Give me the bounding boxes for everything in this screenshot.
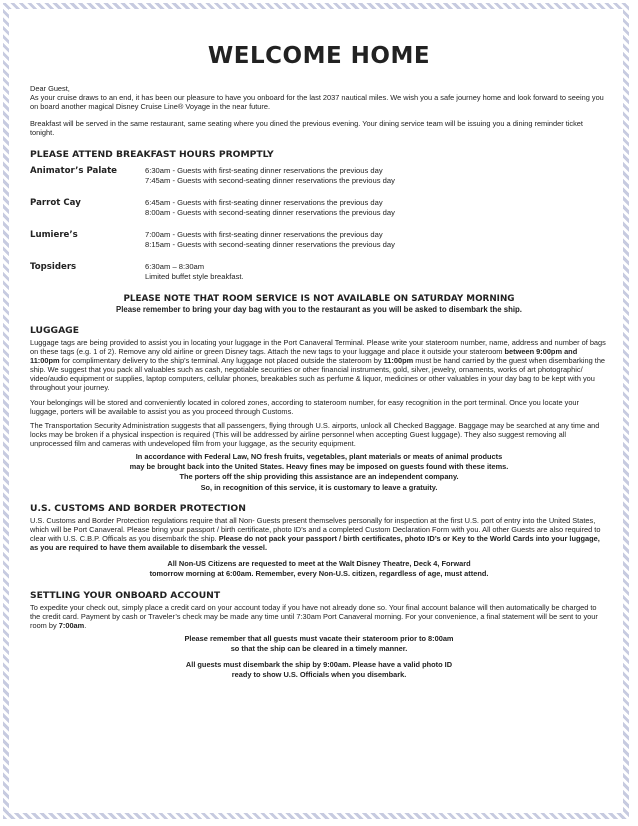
venue-time: 6:45am - Guests with first-seating dinner reservations the previous day [145, 198, 383, 208]
customs-heading: U.S. CUSTOMS AND BORDER PROTECTION [30, 502, 246, 514]
venue-time: 6:30am - Guests with first-seating dinner reservations the previous day [145, 166, 383, 176]
checkout-notice-1: Please remember that all guests must vacate their stateroom prior to 8:00am so that the ship can be cleared in a timely manner. [184, 633, 454, 654]
venue-time: 7:00am - Guests with first-seating dinner reservations the previous day [145, 230, 383, 240]
venue-row [30, 166, 608, 186]
luggage-notice: In accordance with Federal Law, NO fresh fruits, vegetables, plant materials or meats of animal products may be brought back into the United States. Heavy fines may be imposed on guests found with these items. The porters off the ship providing this assistance are an independent company. So, in recognition of this service, it is customary to leave a gratuity. [129, 452, 509, 492]
page-title: WELCOME HOME [207, 43, 431, 69]
checkout-paragraph: To expedite your check out, simply place a credit card on your account today if you have not already done so. Your final account balance will then automatically be charged to the credit card. Payment by cash or Traveler’s check may be made any time until 7:30am Port Canaveral morning. For your convenience, a final statement will be sent to your room by 7:00am. [30, 602, 598, 630]
venue-time: 8:15am - Guests with second-seating dinner reservations the previous day [145, 240, 395, 250]
venue-name: Topsiders [30, 262, 77, 273]
breakfast-heading: PLEASE ATTEND BREAKFAST HOURS PROMPTLY [30, 149, 274, 161]
intro-paragraph: As your cruise draws to an end, it has been our pleasure to have you onboard for the last 2037 nautical miles. We wish you a safe journey home and look forward to seeing you on board another magical Disney Cruise Line® Voyage in the near future. [30, 93, 604, 112]
venue-time: 8:00am - Guests with second-seating dinner reservations the previous day [145, 208, 395, 218]
luggage-heading: LUGGAGE [30, 324, 79, 336]
venue-row [30, 230, 608, 250]
checkout-notice-2: All guests must disembark the ship by 9:00am. Please have a valid photo ID ready to show U.S. Officials when you disembark. [185, 660, 453, 680]
venue-name: Lumiere’s [30, 230, 78, 241]
venue-time: 6:30am – 8:30am [145, 262, 205, 272]
greeting: Dear Guest, [30, 84, 70, 93]
luggage-paragraph-1: Luggage tags are being provided to assist you in locating your luggage in the Port Canaveral Terminal. Please write your stateroom number, name, address and number of bags on these tags (e.g. 1 of 2). Remove any old airline or green Disney tags. Attach the new tags to your luggage and place it outside your stateroom between 9:00pm and 11:00pm for complimentary delivery to the ship’s terminal. Any luggage not placed outside the stateroom by 11:00pm must be hand carried by the guest when disembarking the ship. We suggest that you pack all valuables such as cash, negotiable securities or other financial instruments, gold, silver, jewelry, ornaments, works of art photographic/ video/audio equipment or supplies, laptop computers, cellular phones, breakables such as perfume & liquor, medicines or other valuables in your day bag to be kept with you throughout your journey. [30, 337, 606, 393]
breakfast-intro: Breakfast will be served in the same restaurant, same seating where you dined the previous evening. Your dining service team will be issuing you a dining reminder ticket tonight. [30, 119, 583, 138]
venue-row [30, 262, 608, 282]
customs-notice: All Non-US Citizens are requested to meet at the Walt Disney Theatre, Deck 4, Forward tomorrow morning at 6:00am. Remember, every Non-U.S. citizen, regardless of age, must attend. [149, 559, 489, 579]
venue-time: Limited buffet style breakfast. [145, 272, 244, 282]
venue-name: Animator’s Palate [30, 166, 117, 177]
document-page [30, 40, 608, 810]
customs-paragraph: U.S. Customs and Border Protection regulations require that all Non- Guests present themselves personally for inspection at the first U.S. port of entry into the United States, which will be Port Canaveral. Please bring your passport / birth certificate, photo ID’s and a completed Custom Declaration Form with you. All other Guests are also required to clear with U.S. C.B.P. Officals as you disembark the ship. Please do not pack your passport / birth certificates, photo ID’s or Key to the World Cards into your luggage, as you are required to have them available to disembark the vessel. [30, 515, 601, 553]
venue-name: Parrot Cay [30, 198, 81, 209]
checkout-heading: SETTLING YOUR ONBOARD ACCOUNT [30, 589, 221, 601]
venue-row [30, 198, 608, 218]
breakfast-venues [30, 166, 608, 282]
day-bag-note: Please remember to bring your day bag with you to the restaurant as you will be asked to disembark the ship. [116, 304, 522, 314]
luggage-paragraph-2: Your belongings will be stored and conveniently located in colored zones, according to stateroom number, for easy recognition in the port terminal. Once you locate your luggage, porters will be available to assist you as you proceed through Customs. [30, 397, 580, 416]
room-service-note: PLEASE NOTE THAT ROOM SERVICE IS NOT AVAILABLE ON SATURDAY MORNING [123, 294, 515, 305]
luggage-paragraph-3: The Transportation Security Administration suggests that all passengers, flying through U.S. airports, unlock all Checked Baggage. Baggage may be searched at any time and locks may be broken if a physical inspection is required (This will be addressed by airline personnel when accepting Guest luggage). They also suggest removing all unprocessed film and cameras with undeveloped film from your luggage, as the security equipment. [30, 420, 600, 448]
venue-time: 7:45am - Guests with second-seating dinner reservations the previous day [145, 176, 395, 186]
